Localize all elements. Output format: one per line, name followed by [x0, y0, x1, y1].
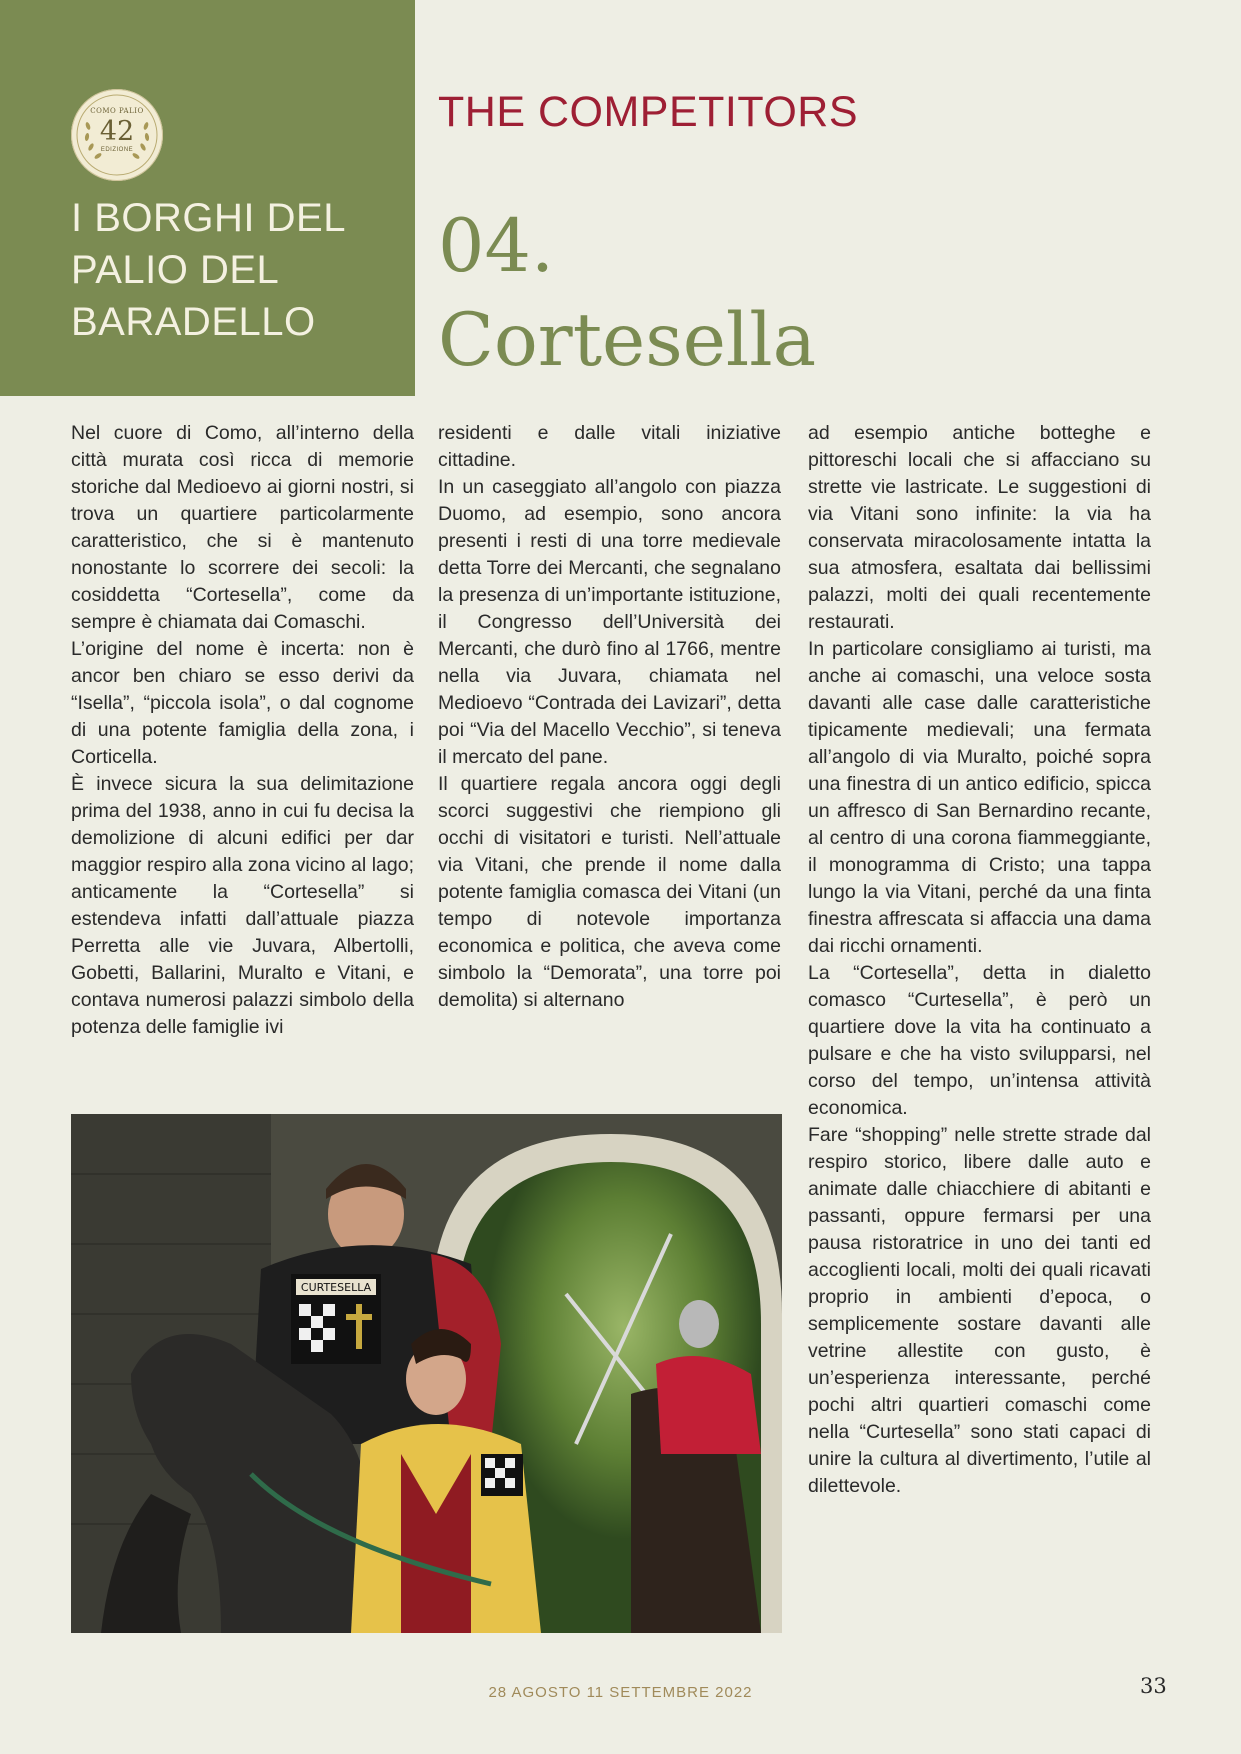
paragraph: L’origine del nome è incerta: non è ancor ben chiaro se esso derivi da “Isella”, “piccola isola”, o dal cognome di una potente famiglia della zona, i Corticella.	[71, 638, 414, 768]
article-column-1	[71, 420, 414, 1041]
badge-edition-number: 42	[99, 116, 135, 147]
footer-date: 28 AGOSTO 11 SETTEMBRE 2022	[488, 1684, 753, 1701]
badge-top-text: COMO PALIO	[90, 107, 144, 115]
palio-edition-badge	[71, 89, 163, 181]
badge-bottom-text: EDIZIONE	[100, 147, 134, 153]
page-number: 33	[1140, 1674, 1167, 1698]
paragraph: È invece sicura la sua delimitazione prima del 1938, anno in cui fu decisa la demolizione di alcuni edifici per dar maggior respiro alla zona vicino al lago; anticamente la “Cortesella” si estendeva infatti dall’attuale piazza Perretta alle vie Juvara, Albertolli, Gobetti, Ballarini, Muralto e Vitani, e contava numerosi palazzi simbolo della potenza delle famiglie ivi	[71, 773, 414, 1038]
kicker-title: THE COMPETITORS	[438, 88, 859, 136]
paragraph: Il quartiere regala ancora oggi degli scorci suggestivi che riempiono gli occhi di visitatori e turisti. Nell’attuale via Vitani, che prende il nome dalla potente famiglia comasca dei Vitani (un tempo di notevole importanza economica e politica, che aveva come simbolo la “Demorata”, una torre poi demolita) si alternano	[438, 773, 781, 1011]
article-title: Cortesella	[438, 298, 817, 383]
paragraph: In un caseggiato all’angolo con piazza Duomo, ad esempio, sono ancora presenti i resti di una torre medievale detta Torre dei Mercanti, che segnalano la presenza di un’importante istituzione, il Congresso dell’Università dei Mercanti, che durò fino al 1766, mentre nella via Juvara, chiamata nel Medioevo “Contrada dei Lavizari”, detta poi “Via del Macello Vecchio”, si teneva il mercato del pane.	[438, 476, 781, 768]
article-column-2	[438, 420, 781, 1014]
banner-text: CURTESELLA	[300, 1281, 372, 1294]
section-title: I BORGHI DEL PALIO DEL BARADELLO	[71, 196, 346, 344]
paragraph: La “Cortesella”, detta in dialetto comasco “Curtesella”, è però un quartiere dove la vita ha continuato a pulsare e che ha visto svilupparsi, nel corso del tempo, un’intensa attività economica.	[808, 962, 1151, 1119]
article-number: 04.	[438, 204, 555, 289]
paragraph: residenti e dalle vitali iniziative cittadine.	[438, 422, 781, 471]
paragraph: In particolare consigliamo ai turisti, ma anche ai comaschi, una veloce sosta davanti alle case dalle caratteristiche tipicamente medievali; una fermata all’angolo di via Muralto, poiché sopra una finestra di un antico edificio, spicca un affresco di San Bernardino recante, al centro di una corona fiammeggiante, il monogramma di Cristo; una tappa lungo la via Vitani, perché da una finta finestra affrescata si affaccia una dama dai ricchi ornamenti.	[808, 638, 1151, 957]
article-photo	[71, 1114, 782, 1633]
section-header-box	[0, 0, 415, 396]
article-column-3	[808, 420, 1151, 1500]
paragraph: ad esempio antiche botteghe e pittoreschi locali che si affacciano su strette vie lastricate. Le suggestioni di via Vitani sono infinite: la via ha conservata miracolosamente intatta la sua atmosfera, esaltata dai bellissimi palazzi, molti dei quali recentemente restaurati.	[808, 422, 1151, 633]
rider-horse-illustration	[71, 1114, 782, 1633]
paragraph: Nel cuore di Como, all’interno della città murata così ricca di memorie storiche dal Medioevo ai giorni nostri, si trova un quartiere particolarmente caratteristico, che si è mantenuto nonostante lo scorrere dei secoli: la cosiddetta “Cortesella”, come da sempre è chiamata dai Comaschi.	[71, 422, 414, 633]
paragraph: Fare “shopping” nelle strette strade dal respiro storico, libere dalle auto e animate dalle chiacchiere di abitanti e passanti, oppure fermarsi per una pausa ristoratrice in uno dei tanti ed accoglienti locali, molti dei quali ricavati proprio in ambienti d’epoca, o semplicemente sostare davanti alle vetrine allestite con gusto, è un’esperienza interessante, perché pochi altri quartieri comaschi come nella “Curtesella” sono stati capaci di unire la cultura al divertimento, l’utile al dilettevole.	[808, 1124, 1151, 1497]
